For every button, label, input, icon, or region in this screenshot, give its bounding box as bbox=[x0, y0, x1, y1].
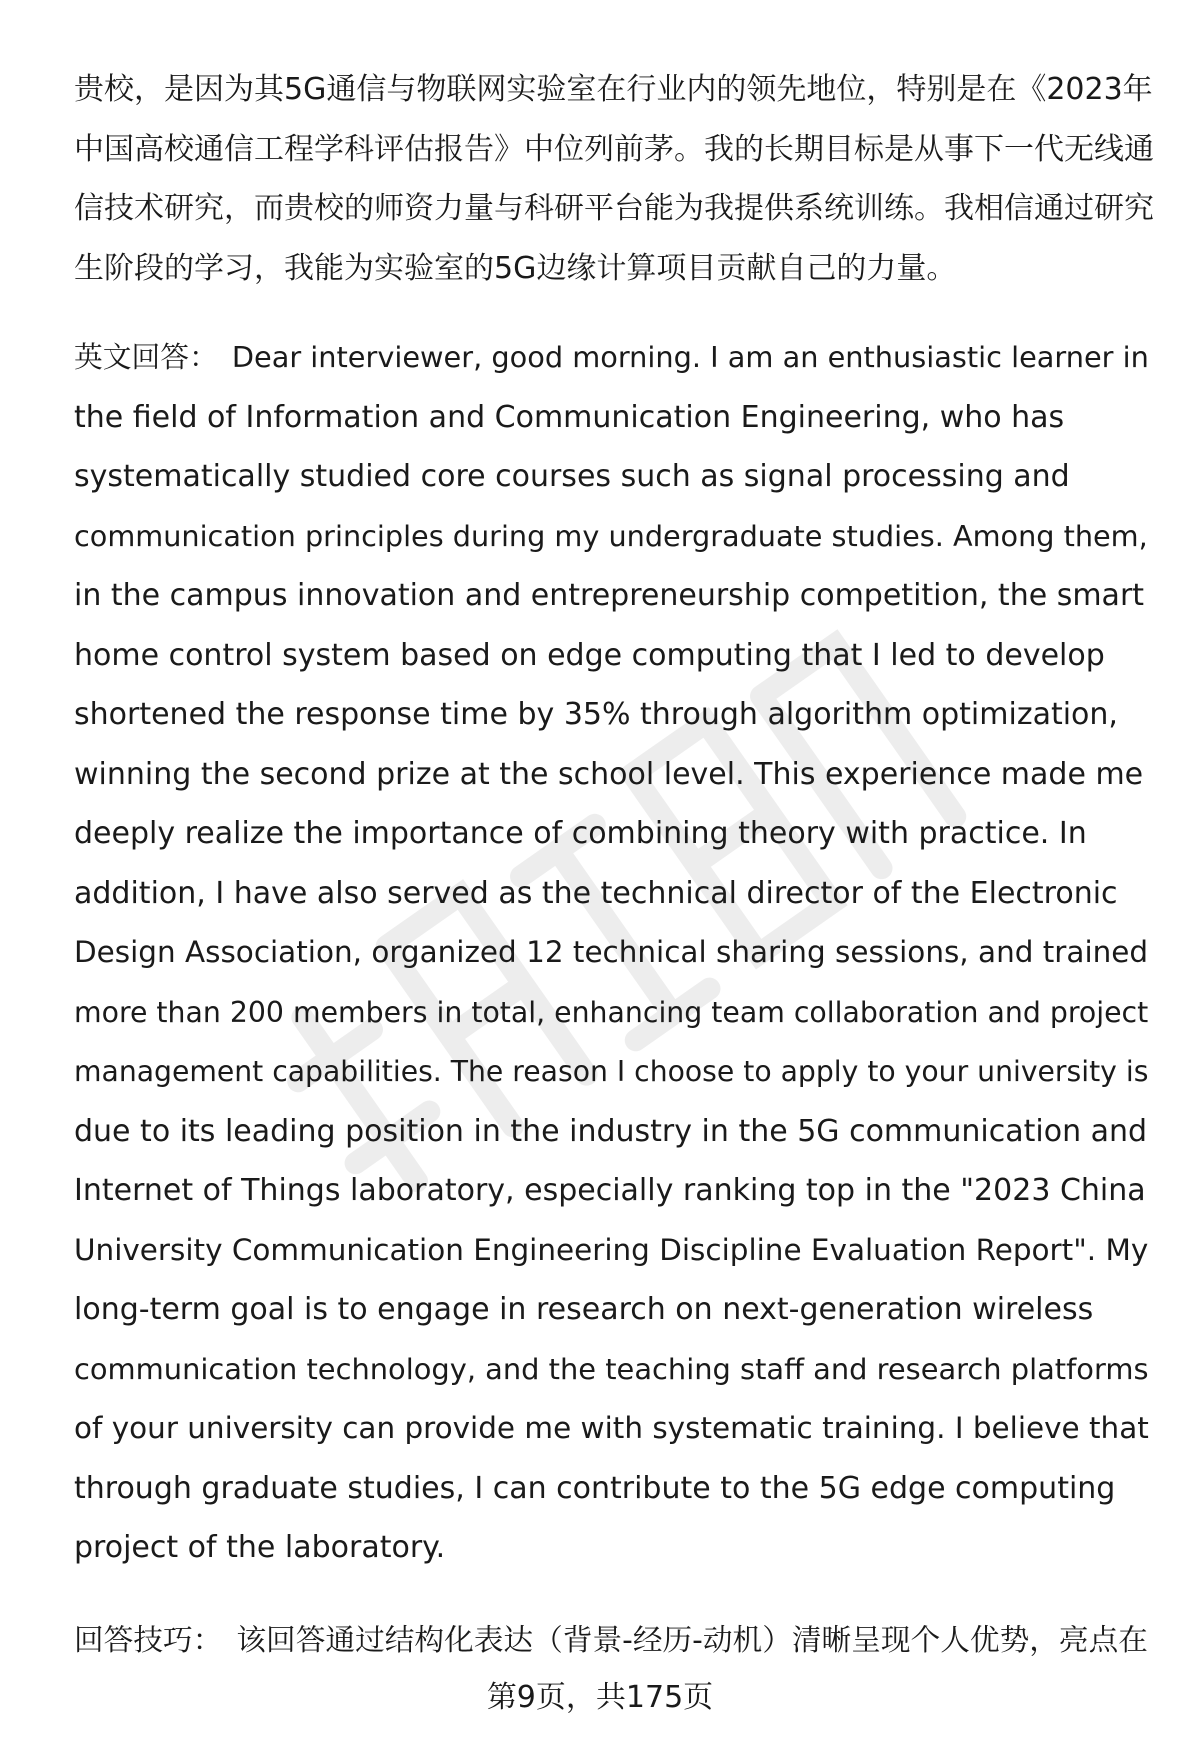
text-line: communication technology, and the teaching staff and research platforms bbox=[74, 1351, 1149, 1386]
text-line: winning the second prize at the school level. This experience made me bbox=[74, 756, 1144, 792]
text-line: due to its leading position in the industry in the 5G communication and bbox=[74, 1113, 1148, 1149]
text-line-content: 该回答通过结构化表达（背景-经历-动机）清晰呈现个人优势，亮点在 bbox=[236, 1622, 1148, 1657]
text-line: 生阶段的学习，我能为实验室的5G边缘计算项目贡献自己的力量。 bbox=[74, 250, 957, 286]
page-number-footer: 第9页，共175页 bbox=[486, 1680, 714, 1715]
text-line: more than 200 members in total, enhancing team collaboration and project bbox=[74, 995, 1149, 1029]
chinese-answer-paragraph bbox=[74, 60, 1154, 298]
text-line bbox=[74, 1610, 1154, 1670]
answer-tips-label: 回答技巧： bbox=[74, 1622, 223, 1657]
text-line: project of the laboratory. bbox=[74, 1530, 446, 1565]
text-line: communication principles during my undergraduate studies. Among them, bbox=[74, 518, 1148, 553]
text-line: through graduate studies, I can contribute to the 5G edge computing bbox=[74, 1470, 1116, 1506]
text-line-content: Dear interviewer, good morning. I am an enthusiastic learner in bbox=[231, 340, 1149, 374]
text-line: 贵校，是因为其5G通信与物联网实验室在行业内的领先地位，特别是在《2023年 bbox=[74, 72, 1153, 107]
text-line: long-term goal is to engage in research on next-generation wireless bbox=[74, 1292, 1094, 1327]
english-answer-label: 英文回答： bbox=[74, 340, 218, 374]
text-line: Design Association, organized 12 technical sharing sessions, and trained bbox=[74, 935, 1149, 969]
text-line: in the campus innovation and entrepreneurship competition, the smart bbox=[74, 578, 1145, 613]
text-line: 信技术研究，而贵校的师资力量与科研平台能为我提供系统训练。我相信通过研究 bbox=[74, 191, 1154, 226]
english-answer-paragraph bbox=[74, 328, 1154, 1578]
text-line: management capabilities. The reason I choose to apply to your university is bbox=[74, 1055, 1149, 1088]
text-line: the field of Information and Communication Engineering, who has bbox=[74, 399, 1065, 435]
text-line: addition, I have also served as the technical director of the Electronic bbox=[74, 875, 1118, 911]
text-line: home control system based on edge computing that I led to develop bbox=[74, 637, 1105, 673]
text-line bbox=[74, 328, 1154, 388]
text-line: University Communication Engineering Discipline Evaluation Report". My bbox=[74, 1232, 1149, 1267]
answer-tips-paragraph bbox=[74, 1610, 1154, 1670]
text-line: systematically studied core courses such as signal processing and bbox=[74, 459, 1070, 494]
text-line: shortened the response time by 35% through algorithm optimization, bbox=[74, 697, 1118, 732]
text-line: 中国高校通信工程学科评估报告》中位列前茅。我的长期目标是从事下一代无线通 bbox=[74, 131, 1154, 167]
text-line: Internet of Things laboratory, especially ranking top in the "2023 China bbox=[74, 1173, 1146, 1208]
text-line: deeply realize the importance of combining theory with practice. In bbox=[74, 816, 1087, 851]
text-line: of your university can provide me with systematic training. I believe that bbox=[74, 1411, 1149, 1445]
